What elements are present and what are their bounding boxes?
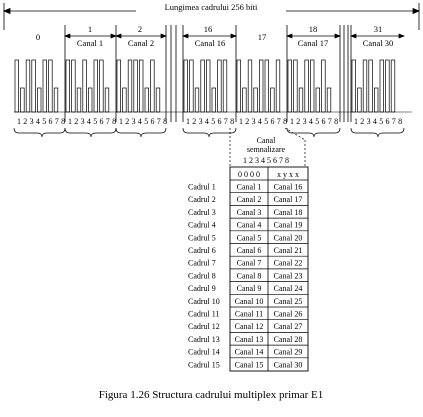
slot-number-1: 1: [87, 24, 93, 34]
pulse: [316, 88, 320, 112]
table-cell-left: Canal 5: [236, 233, 262, 243]
channel-label-30: Canal 30: [362, 38, 394, 48]
bit-index-label: 4: [257, 117, 262, 126]
bit-index-label: 1: [186, 117, 190, 126]
slot-number-18: 18: [308, 24, 318, 34]
table-row-frame-label: Cadrul 11: [188, 309, 220, 319]
pulse: [259, 60, 263, 112]
pulse: [218, 60, 222, 112]
pulse: [380, 60, 384, 112]
pulse: [37, 88, 41, 112]
bit-index-label: 8: [230, 117, 235, 126]
figure-caption: Figura 1.26 Structura cadrului multiplex primar E1: [98, 389, 324, 401]
bit-index-label: 5: [93, 117, 98, 126]
pulse: [54, 88, 58, 112]
bit-index-label: 1: [119, 117, 123, 126]
pulse: [386, 60, 390, 112]
bit-index-label: 3: [198, 117, 203, 126]
table-cell-left: Canal 2: [236, 195, 262, 205]
bit-index-label: 6: [150, 117, 155, 126]
table-cell-left: Canal 12: [234, 322, 264, 332]
table-row-frame-label: Cadrul 12: [188, 322, 220, 332]
table-rows: [188, 180, 308, 369]
bit-index-label: 8: [398, 117, 403, 126]
bit-index-label: 2: [245, 117, 250, 126]
bit-index-label: 6: [99, 117, 104, 126]
channel-label-17: Canal 17: [297, 38, 329, 48]
signalling-label-line1: Canal: [256, 136, 276, 145]
bit-index-label: 2: [74, 117, 79, 126]
pulse: [374, 88, 378, 112]
pulse: [94, 60, 98, 112]
bit-index-label: 1: [290, 117, 294, 126]
signalling-bits-header: 1 2 3 4 5 6 7 8: [243, 156, 289, 165]
frame-length-label: Lungimea cadrului 256 biti: [164, 2, 258, 12]
table-cell-left: Canal 8: [236, 271, 262, 281]
channel-label-1: Canal 1: [76, 38, 104, 48]
pulse: [391, 60, 395, 112]
table-cell-right: Canal 19: [273, 220, 303, 230]
slot-number-17: 17: [257, 32, 267, 42]
table-cell-left: Canal 7: [236, 258, 262, 268]
pulse: [139, 60, 143, 112]
bit-index-label: 5: [144, 117, 149, 126]
bit-index-label: 4: [137, 117, 142, 126]
bit-index-label: 1: [68, 117, 72, 126]
pulse: [32, 60, 36, 112]
bit-index-label: 1: [239, 117, 243, 126]
table-row-frame-label: Cadrul 9: [188, 284, 216, 294]
pulse: [322, 60, 326, 112]
bit-index-label: 1: [17, 117, 21, 126]
table-row-frame-label: Cadrul 10: [188, 296, 220, 306]
bit-index-label: 8: [283, 117, 288, 126]
channel-label-16: Canal 16: [194, 38, 226, 48]
table-cell-left: Canal 3: [236, 207, 262, 217]
slot-number-2: 2: [137, 24, 143, 34]
bit-index-label: 5: [211, 117, 216, 126]
bit-index-label: 7: [327, 117, 332, 126]
bit-index-label: 4: [35, 117, 40, 126]
bit-index-label: 7: [105, 117, 110, 126]
pulse: [248, 60, 252, 112]
pulse: [363, 60, 367, 112]
table-row-frame-label: Cadrul 3: [188, 207, 216, 217]
pulse: [288, 60, 292, 112]
bit-index-label: 6: [385, 117, 390, 126]
pulse: [310, 60, 314, 112]
table-cell-right: Canal 24: [273, 284, 303, 294]
table-cell-right: Canal 18: [273, 207, 303, 217]
bit-index-label: 8: [61, 117, 66, 126]
bit-index-label: 6: [48, 117, 53, 126]
pulse: [43, 60, 47, 112]
pulse: [237, 60, 241, 112]
pulse-train: [15, 60, 395, 112]
pulse: [145, 88, 149, 112]
pulse: [243, 88, 247, 112]
table-cell-left: Canal 10: [234, 296, 264, 306]
table-row-frame-label: Cadrul 15: [188, 360, 220, 370]
signalling-label-line2: semnalizare: [246, 145, 286, 154]
bit-index-label: 5: [42, 117, 47, 126]
bit-index-label: 7: [54, 117, 59, 126]
pulse: [156, 88, 160, 112]
table-cell-right: Canal 30: [273, 360, 303, 370]
pulse: [88, 88, 92, 112]
pulse: [305, 60, 309, 112]
bit-index-label: 3: [131, 117, 136, 126]
table-cell-right: Canal 25: [273, 296, 303, 306]
table-row-frame-label: Cadrul 2: [188, 195, 216, 205]
bit-index-label: 3: [302, 117, 307, 126]
bit-index-label: 3: [80, 117, 85, 126]
bit-index-label: 3: [29, 117, 34, 126]
pulse: [77, 88, 81, 112]
pulse: [72, 60, 76, 112]
pulse: [49, 60, 53, 112]
bit-index-label: 7: [276, 117, 281, 126]
pulse: [83, 60, 87, 112]
table-cell-left: Canal 11: [234, 309, 264, 319]
table-row-frame-label: Cadrul 1: [188, 182, 216, 192]
bit-index-label: 2: [360, 117, 365, 126]
pulse: [100, 60, 104, 112]
pulse: [358, 88, 362, 112]
pulse: [66, 60, 70, 112]
bit-index-label: 8: [334, 117, 339, 126]
pulse: [117, 60, 121, 112]
bit-index-label: 6: [321, 117, 326, 126]
pulse: [327, 88, 331, 112]
bit-index-label: 6: [270, 117, 275, 126]
bit-index-label: 3: [251, 117, 256, 126]
pulse: [15, 60, 19, 112]
table-cell-right: Canal 27: [273, 322, 303, 332]
pulse: [265, 60, 269, 112]
table-cell-right: Canal 21: [273, 246, 303, 255]
pulse: [128, 60, 132, 112]
bit-index-label: 5: [379, 117, 384, 126]
bit-index-label: 1: [354, 117, 358, 126]
pulse: [184, 60, 188, 112]
pulse: [123, 88, 127, 112]
bit-index-label: 5: [264, 117, 269, 126]
pulse: [294, 60, 298, 112]
bit-index-label: 2: [125, 117, 130, 126]
channel-label-2: Canal 2: [127, 38, 155, 48]
table-row-frame-label: Cadrul 13: [188, 334, 220, 344]
bit-index-label: 4: [204, 117, 209, 126]
table-cell-left: Canal 6: [236, 246, 262, 255]
pulse: [276, 60, 280, 112]
bit-index-label: 2: [192, 117, 197, 126]
bit-index-label: 4: [372, 117, 377, 126]
table-row-frame-label: Cadrul 4: [188, 220, 216, 230]
table-cell-right: Canal 22: [273, 258, 303, 268]
bit-index-label: 4: [308, 117, 313, 126]
slot-number-16: 16: [203, 24, 213, 34]
table-cell-right: Canal 23: [273, 271, 303, 281]
bit-index-label: 7: [223, 117, 228, 126]
bit-index-label: 6: [217, 117, 222, 126]
table-header-left: 0 0 0 0: [238, 170, 260, 179]
table-row-frame-label: Cadrul 7: [188, 258, 216, 268]
pulse: [212, 88, 216, 112]
pulse: [190, 60, 194, 112]
pulse: [299, 88, 303, 112]
pulse: [105, 88, 109, 112]
pulse: [223, 60, 227, 112]
pulse: [206, 60, 210, 112]
pulse: [369, 60, 373, 112]
pulse: [151, 60, 155, 112]
pulse: [195, 88, 199, 112]
bit-index-label: 4: [86, 117, 91, 126]
pulse: [134, 60, 138, 112]
table-cell-right: Canal 29: [273, 347, 303, 357]
table-row-frame-label: Cadrul 5: [188, 233, 216, 243]
bit-index-label: 2: [23, 117, 28, 126]
table-cell-left: Canal 4: [236, 220, 262, 230]
bit-index-label: 5: [315, 117, 320, 126]
pulse: [352, 60, 356, 112]
table-cell-left: Canal 14: [234, 347, 264, 357]
pulse: [26, 60, 30, 112]
table-cell-right: Canal 17: [273, 195, 303, 205]
pulse: [254, 88, 258, 112]
bit-index-label: 2: [296, 117, 301, 126]
table-cell-right: Canal 26: [273, 309, 303, 319]
table-cell-right: Canal 20: [273, 233, 303, 243]
bit-index-label: 7: [156, 117, 161, 126]
bit-index-label: 3: [366, 117, 371, 126]
table-cell-left: Canal 1: [236, 182, 262, 192]
table-cell-left: Canal 13: [234, 334, 264, 344]
bit-index-label: 8: [112, 117, 117, 126]
table-cell-left: Canal 15: [234, 360, 264, 370]
table-header-right: x y x x: [277, 170, 299, 179]
table-cell-right: Canal 16: [273, 182, 303, 192]
slot-number-31: 31: [373, 24, 383, 34]
pulse: [271, 88, 275, 112]
table-row-frame-label: Cadrul 14: [188, 347, 220, 357]
table-row-frame-label: Cadrul 8: [188, 271, 216, 281]
table-row-frame-label: Cadrul 6: [188, 246, 216, 255]
bit-index-label: 8: [163, 117, 168, 126]
bit-index-label: 7: [391, 117, 396, 126]
pulse: [21, 88, 25, 112]
table-cell-left: Canal 9: [236, 284, 262, 294]
slot-number-0: 0: [35, 32, 41, 42]
table-cell-right: Canal 28: [273, 334, 303, 344]
slot-braces: [14, 128, 404, 137]
pulse: [201, 60, 205, 112]
